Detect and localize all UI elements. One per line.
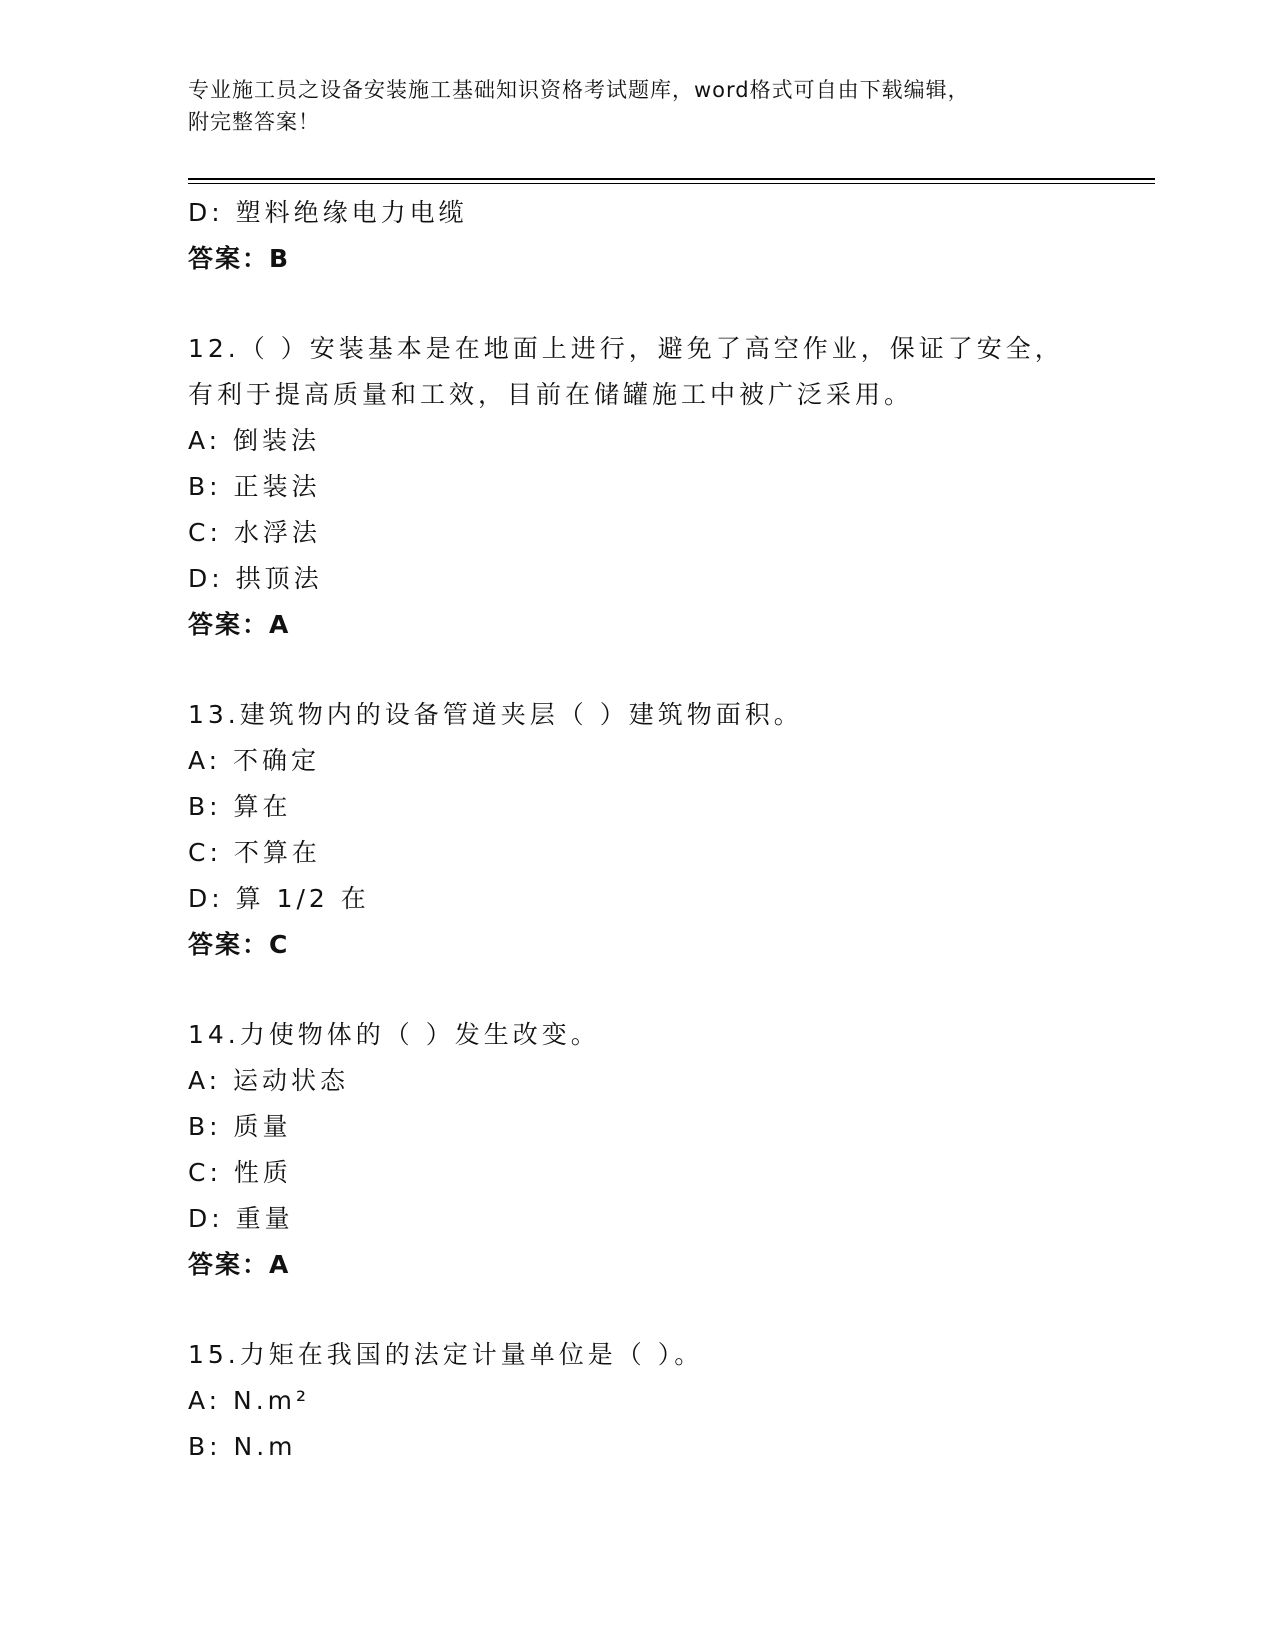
header-rule-thin (188, 183, 1155, 184)
question-12 (188, 326, 1128, 648)
option-c: C: 水浮法 (188, 518, 321, 547)
question-14 (188, 1012, 1128, 1288)
question-content (188, 190, 1128, 1470)
option-a: A: 倒装法 (188, 426, 321, 455)
option-d: D: 算 1/2 在 (188, 884, 370, 913)
option-c: C: 不算在 (188, 838, 321, 867)
question-stem-line: 13.建筑物内的设备管道夹层（ ）建筑物面积。 (188, 700, 803, 729)
question-15 (188, 1332, 1128, 1470)
option-d: D: 重量 (188, 1204, 294, 1233)
option-b: B: N.m (188, 1432, 297, 1461)
question-stem-line: 14.力使物体的（ ）发生改变。 (188, 1020, 600, 1049)
option-c: C: 性质 (188, 1158, 292, 1187)
answer-line: 答案：A (188, 1250, 291, 1279)
question-stem-line: 有利于提高质量和工效，目前在储罐施工中被广泛采用。 (188, 380, 914, 409)
option-d: D: 塑料绝缘电力电缆 (188, 198, 468, 227)
previous-question-tail (188, 190, 1128, 282)
option-a: A: 运动状态 (188, 1066, 350, 1095)
header-line-2: 附完整答案！ (188, 110, 320, 134)
option-b: B: 算在 (188, 792, 292, 821)
option-b: B: 质量 (188, 1112, 292, 1141)
document-header (188, 74, 1068, 138)
question-stem-line: 12.（ ）安装基本是在地面上进行，避免了高空作业，保证了安全， (188, 334, 1064, 363)
answer-line: 答案：B (188, 244, 291, 273)
option-a: A: N.m² (188, 1386, 311, 1415)
option-a: A: 不确定 (188, 746, 321, 775)
answer-line: 答案：A (188, 610, 291, 639)
header-line-1: 专业施工员之设备安装施工基础知识资格考试题库，word格式可自由下载编辑， (188, 78, 970, 102)
option-d: D: 拱顶法 (188, 564, 323, 593)
answer-line: 答案：C (188, 930, 290, 959)
header-rule-thick (188, 178, 1155, 180)
question-13 (188, 692, 1128, 968)
option-b: B: 正装法 (188, 472, 321, 501)
question-stem-line: 15.力矩在我国的法定计量单位是（ ）。 (188, 1340, 704, 1369)
